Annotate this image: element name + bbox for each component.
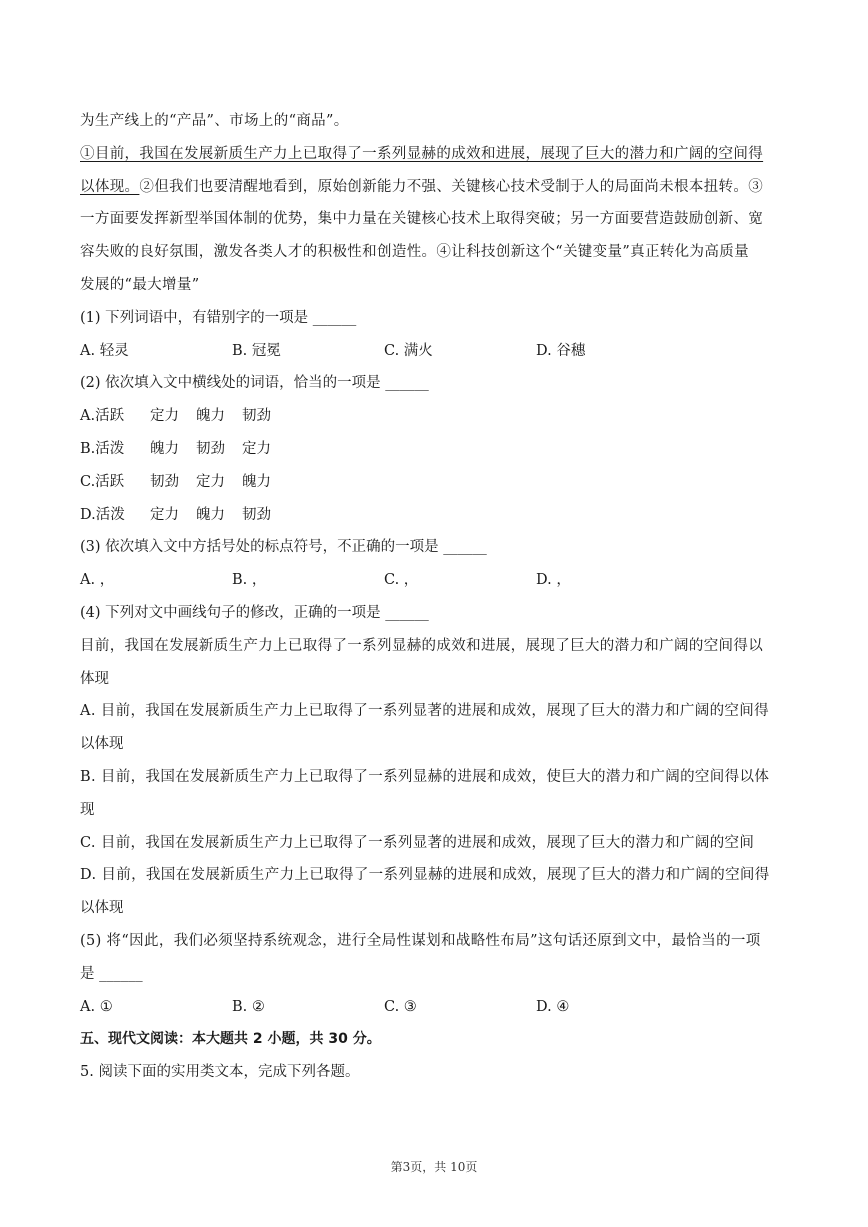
page-content [80, 111, 786, 1095]
underlined-sentence: ①目前，我国在发展新质生产力上已取得了一系列显赫的成效和进展，展现了巨大的潜力和广阔的空间得 [80, 145, 764, 162]
option-b-cont[interactable]: 现 [80, 801, 95, 818]
question-2-stem: (2) 依次填入文中横线处的词语，恰当的一项是 ______ [80, 375, 429, 392]
underlined-sentence-end: 以体现。 [80, 178, 140, 195]
option-a-cont[interactable]: 以体现 [80, 736, 124, 753]
option-word: 定力 [196, 473, 225, 490]
passage-line-underlined [80, 144, 786, 177]
option-word: 魄力 [196, 506, 225, 523]
question-3-stem: (3) 依次填入文中方括号处的标点符号，不正确的一项是 ______ [80, 539, 487, 556]
passage-line: 容失败的良好氛围，激发各类人才的积极性和创造性。④让科技创新这个“关键变量”真正转化为高质量 [80, 244, 749, 261]
question-5-stem-cont: 是 ______ [80, 965, 143, 982]
quoted-sentence: 目前，我国在发展新质生产力上已取得了一系列显赫的成效和进展，展现了巨大的潜力和广阔的空间得以 [80, 637, 764, 654]
option-c[interactable]: C. 目前，我国在发展新质生产力上已取得了一系列显著的进展和成效，展现了巨大的潜力和广阔的空间 [80, 834, 755, 851]
option-label: C.活跃 [80, 473, 125, 490]
option-word: 定力 [150, 408, 179, 425]
option-a[interactable]: A. ， [80, 572, 115, 589]
option-word: 韧劲 [242, 506, 271, 523]
option-d[interactable]: D. 目前，我国在发展新质生产力上已取得了一系列显赫的进展和成效，展现了巨大的潜力和广阔的空间得 [80, 867, 770, 884]
option-word: 魄力 [150, 440, 179, 457]
page-footer: 第3页，共 10页 [390, 1160, 478, 1174]
option-word: 魄力 [196, 408, 225, 425]
question-4-stem: (4) 下列对文中画线句子的修改，正确的一项是 ______ [80, 604, 429, 621]
option-word: 定力 [242, 440, 271, 457]
option-d[interactable]: D. 谷穗 [536, 342, 586, 359]
option-word: 韧劲 [150, 473, 179, 490]
passage-line [80, 177, 786, 210]
option-b[interactable]: B. ② [232, 998, 265, 1015]
option-c[interactable]: C. ③ [384, 998, 417, 1015]
option-label: A.活跃 [80, 408, 125, 425]
question-5-stem: (5) 将“因此，我们必须坚持系统观念，进行全局性谋划和战略性布局”这句话还原到文中，最恰当的一项 [80, 932, 761, 949]
option-b[interactable]: B. 目前，我国在发展新质生产力上已取得了一系列显赫的进展和成效，使巨大的潜力和广阔的空间得以体 [80, 768, 770, 785]
quoted-sentence-cont: 体现 [80, 670, 109, 687]
option-c[interactable]: C. ， [384, 572, 419, 589]
passage-line: 发展的“最大增量” [80, 276, 200, 293]
option-b[interactable]: B. 冠冕 [232, 342, 281, 359]
option-d-cont[interactable]: 以体现 [80, 900, 124, 917]
option-d[interactable]: D. ④ [536, 998, 570, 1015]
passage-line: 为生产线上的“产品”、市场上的“商品”。 [80, 113, 349, 129]
option-word: 魄力 [242, 473, 271, 490]
option-b[interactable]: B. ， [232, 572, 267, 589]
question-1-stem: (1) 下列词语中，有错别字的一项是 ______ [80, 309, 357, 326]
option-c[interactable] [80, 472, 786, 505]
passage-line: 一方面要发挥新型举国体制的优势，集中力量在关键核心技术上取得突破；另一方面要营造鼓励创新、宽 [80, 211, 764, 228]
passage-text: ②但我们也要清醒地看到，原始创新能力不强、关键核心技术受制于人的局面尚未根本扭转。③ [139, 178, 764, 195]
question-5-options [80, 997, 786, 1030]
option-c[interactable]: C. 满火 [384, 342, 433, 359]
option-word: 定力 [150, 506, 179, 523]
option-label: B.活泼 [80, 440, 125, 457]
question-3-options [80, 570, 786, 603]
option-a[interactable] [80, 406, 786, 439]
option-word: 韧劲 [242, 408, 271, 425]
option-a[interactable]: A. 轻灵 [80, 342, 129, 359]
question-1-options [80, 341, 786, 374]
question-5-intro: 5. 阅读下面的实用类文本，完成下列各题。 [80, 1064, 360, 1081]
option-d[interactable]: D. ， [536, 572, 571, 589]
option-a[interactable]: A. 目前，我国在发展新质生产力上已取得了一系列显著的进展和成效，展现了巨大的潜力和广阔的空间得 [80, 703, 769, 720]
option-label: D.活泼 [80, 506, 125, 523]
option-a[interactable]: A. ① [80, 998, 113, 1015]
option-d[interactable] [80, 505, 786, 538]
option-word: 韧劲 [196, 440, 225, 457]
option-b[interactable] [80, 439, 786, 472]
section-heading: 五、现代文阅读：本大题共 2 小题，共 30 分。 [80, 1031, 381, 1048]
